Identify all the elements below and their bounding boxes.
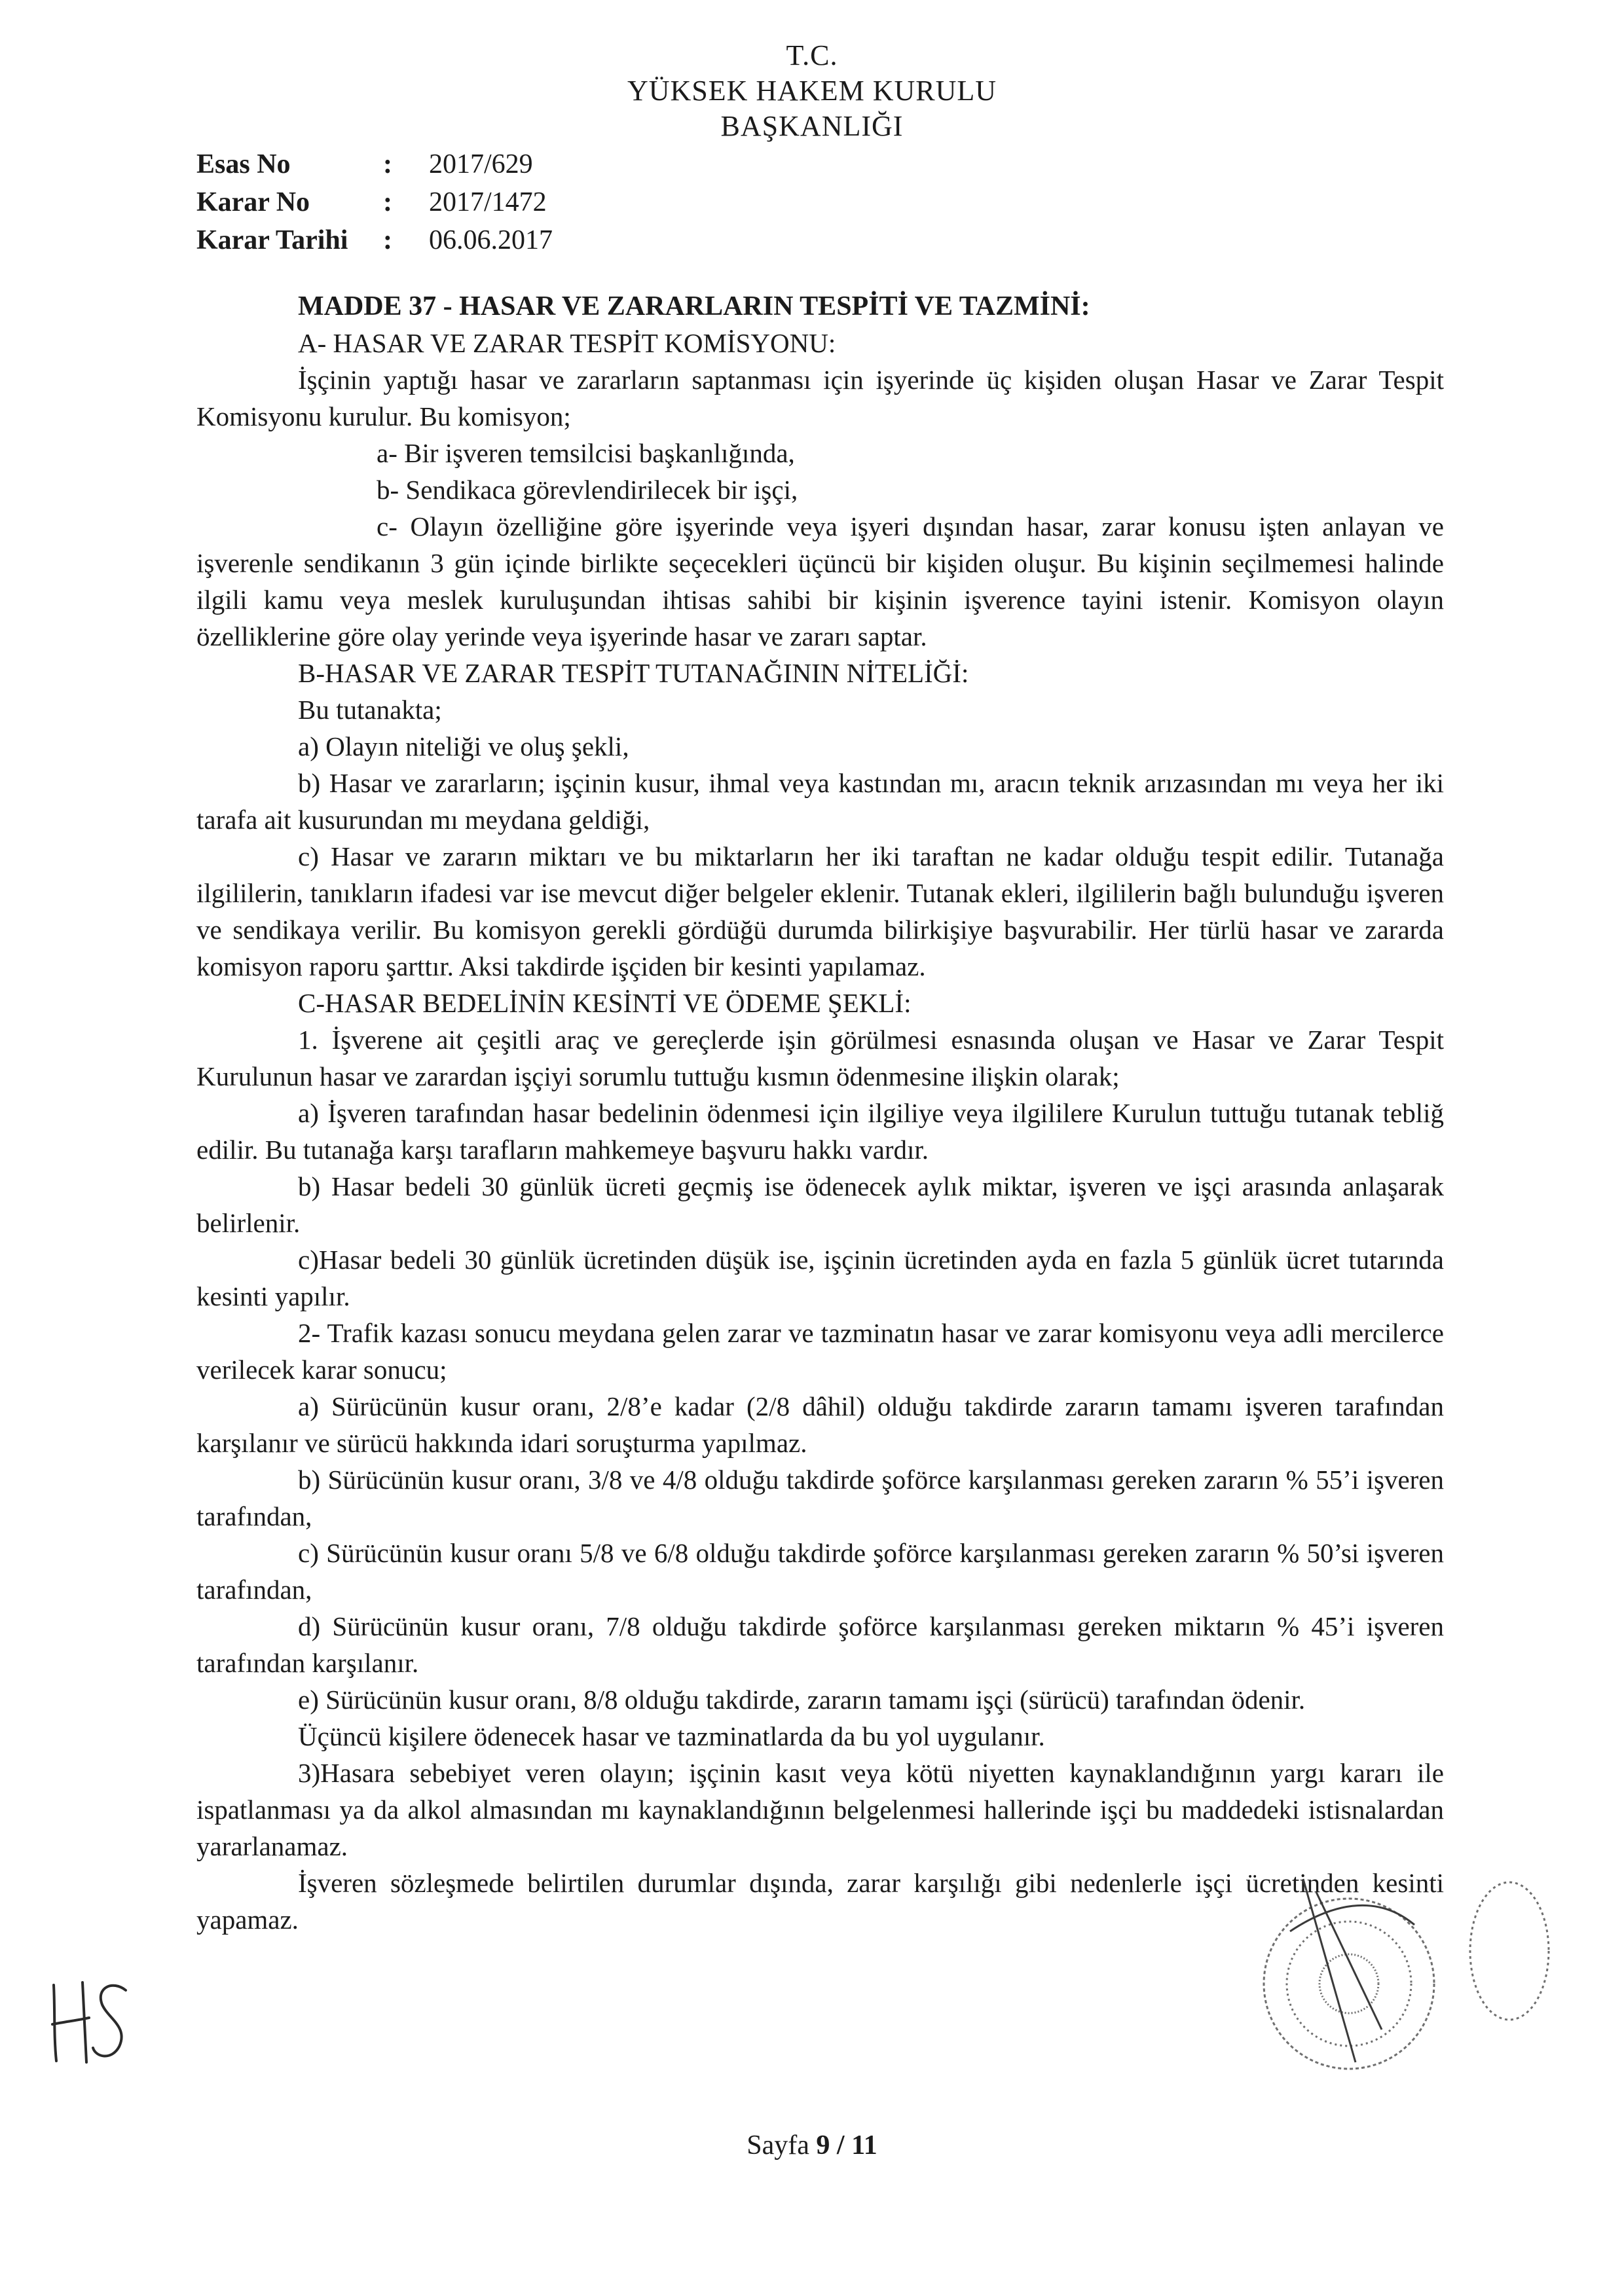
section-c-item-1a: a) İşveren tarafından hasar bedelinin ödenmesi için ilgiliye veya ilgililere Kurulun tuttuğu tutanak tebliğ edilir. Bu tutanağa karşı tarafların mahkemeye başvuru hakkı vardır.: [196, 1098, 1444, 1165]
meta-row-esas: [196, 145, 553, 183]
page-footer: [0, 2130, 1624, 2161]
section-b-heading: B-HASAR VE ZARAR TESPİT TUTANAĞININ NİTELİĞİ:: [298, 658, 969, 688]
meta-sep: :: [383, 225, 392, 255]
section-b-item-c: c) Hasar ve zararın miktarı ve bu miktarların her iki taraftan ne kadar olduğu tespit edilir. Tutanağa ilgililerin, tanıkların ifadesi var ise mevcut diğer belgeler eklenir. Tutanak ekleri, ilgililerin bağlı bulunduğu işveren ve sendikaya verilir. Bu komisyon gerekli gördüğü durumda bilirkişiye başvurabilir. Her türlü hasar ve zararda komisyon raporu şarttır. Aksi takdirde işçiden bir kesinti yapılamaz.: [196, 841, 1444, 981]
section-c-item-2a: a) Sürücünün kusur oranı, 2/8’e kadar (2/8 dâhil) olduğu takdirde zararın tamamı işveren tarafından karşılanır ve sürücü hakkında idari soruşturma yapılmaz.: [196, 1391, 1444, 1458]
section-c-closing: İşveren sözleşmede belirtilen durumlar dışında, zarar karşılığı gibi nedenlerle işçi ücretinden kesinti yapamaz.: [196, 1868, 1444, 1935]
section-b-item-b: b) Hasar ve zararların; işçinin kusur, ihmal veya kastından mı, aracın teknik arızasından mı veya her iki tarafa ait kusurundan mı meydana geldiği,: [196, 768, 1444, 835]
initials-signature-icon: [46, 1971, 138, 2069]
header-institution: YÜKSEK HAKEM KURULU: [627, 75, 997, 107]
section-a-item-a: a- Bir işveren temsilcisi başkanlığında,: [377, 438, 795, 468]
article-body: [196, 288, 1444, 1938]
section-c-item-1c: c)Hasar bedeli 30 günlük ücretinden düşük ise, işçinin ücretinden ayda en fazla 5 günlük ücret tutarında kesinti yapılır.: [196, 1245, 1444, 1311]
section-b-intro: Bu tutanakta;: [298, 695, 442, 725]
section-a-item-b: b- Sendikaca görevlendirilecek bir işçi,: [377, 475, 798, 505]
handwritten-initials: [46, 1971, 138, 2072]
header-presidency: BAŞKANLIĞI: [720, 110, 904, 142]
page-total: 11: [851, 2130, 877, 2160]
meta-sep: :: [383, 187, 392, 217]
seal-stamp-icon: [1218, 1866, 1559, 2082]
meta-row-tarih: [196, 221, 553, 259]
section-c-item-1: 1. İşverene ait çeşitli araç ve gereçlerde işin görülmesi esnasında oluşan ve Hasar ve Zarar Tespit Kurulunun hasar ve zarardan işçiyi sorumlu tuttuğu kısmın ödenmesine ilişkin olarak;: [196, 1025, 1444, 1091]
section-a-paragraph: İşçinin yaptığı hasar ve zararların saptanması için işyerinde üç kişiden oluşan Hasar ve Zarar Tespit Komisyonu kurulur. Bu komisyon;: [196, 365, 1444, 431]
page-separator: /: [836, 2130, 845, 2160]
section-c-item-2: 2- Trafik kazası sonucu meydana gelen zarar ve tazminatın hasar ve zarar komisyonu veya adli mercilerce verilecek karar sonucu;: [196, 1318, 1444, 1385]
section-c-item-2c: c) Sürücünün kusur oranı 5/8 ve 6/8 olduğu takdirde şoförce karşılanması gereken zararın % 50’si işveren tarafından,: [196, 1538, 1444, 1605]
section-b-item-a: a) Olayın niteliği ve oluş şekli,: [298, 731, 629, 761]
document-header: [0, 38, 1624, 144]
section-c-item-3: 3)Hasara sebebiyet veren olayın; işçinin kasıt veya kötü niyetten kaynaklandığının yargı kararı ile ispatlanması ya da alkol almasından mı kaynaklandığının belgelenmesi hallerinde işçi bu maddedeki istisnalardan yararlanamaz.: [196, 1758, 1444, 1861]
meta-value: 2017/629: [429, 149, 533, 179]
case-meta: [196, 145, 553, 259]
meta-value: 2017/1472: [429, 187, 547, 217]
section-c-item-2b: b) Sürücünün kusur oranı, 3/8 ve 4/8 olduğu takdirde şoförce karşılanması gereken zararın % 55’i işveren tarafından,: [196, 1465, 1444, 1531]
section-c-heading: C-HASAR BEDELİNİN KESİNTİ VE ÖDEME ŞEKLİ:: [298, 988, 912, 1018]
header-tc: T.C.: [786, 39, 838, 71]
meta-row-karar: [196, 183, 553, 221]
section-c-third-parties: Üçüncü kişilere ödenecek hasar ve tazminatlarda da bu yol uygulanır.: [298, 1721, 1045, 1751]
official-seal: [1218, 1866, 1559, 2085]
meta-key: Karar No: [196, 187, 310, 217]
meta-key: Esas No: [196, 149, 291, 179]
section-a-heading: A- HASAR VE ZARAR TESPİT KOMİSYONU:: [298, 328, 836, 358]
page-label: Sayfa: [747, 2130, 809, 2160]
page-number: 9: [816, 2130, 830, 2160]
meta-value: 06.06.2017: [429, 225, 553, 255]
meta-key: Karar Tarihi: [196, 225, 348, 255]
section-c-item-2e: e) Sürücünün kusur oranı, 8/8 olduğu takdirde, zararın tamamı işçi (sürücü) tarafından ödenir.: [298, 1685, 1306, 1715]
section-c-item-1b: b) Hasar bedeli 30 günlük ücreti geçmiş ise ödenecek aylık miktar, işveren ve işçi arasında anlaşarak belirlenir.: [196, 1171, 1444, 1238]
meta-sep: :: [383, 149, 392, 179]
section-a-item-c: c- Olayın özelliğine göre işyerinde veya işyeri dışından hasar, zarar konusu işten anlayan ve işverenle sendikanın 3 gün içinde birlikte seçecekleri üçüncü bir kişiden oluşur. Bu kişinin seçilmemesi halinde ilgili kamu veya meslek kuruluşundan ihtisas sahibi bir kişinin işverence tayini istenir. Komisyon olayın özelliklerine göre olay yerinde veya işyerinde hasar ve zararı saptar.: [196, 511, 1444, 651]
article-title: MADDE 37 - HASAR VE ZARARLARIN TESPİTİ VE TAZMİNİ:: [298, 291, 1090, 321]
section-c-item-2d: d) Sürücünün kusur oranı, 7/8 olduğu takdirde şoförce karşılanması gereken miktarın % 45’i işveren tarafından karşılanır.: [196, 1611, 1444, 1678]
